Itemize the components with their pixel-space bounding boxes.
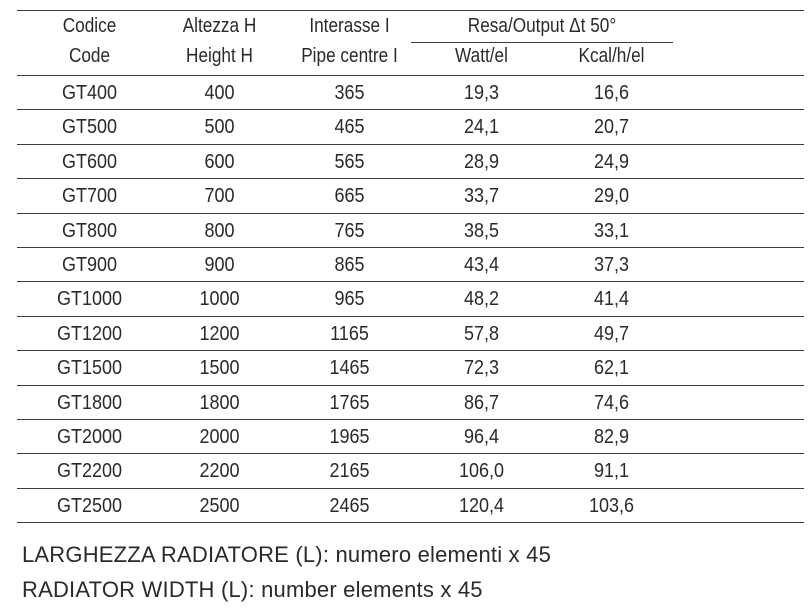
cell-height: 1200 (199, 322, 240, 345)
radiator-spec-table (17, 10, 804, 523)
table-row (17, 214, 804, 248)
header-code-it: Codice (62, 15, 117, 37)
cell-height: 1000 (199, 288, 240, 311)
cell-output-watt: 19,3 (463, 82, 500, 104)
cell-pipe-centre: 1765 (329, 391, 370, 414)
table-body (17, 75, 804, 523)
cell-output-kcal: 16,6 (593, 82, 630, 104)
table-row (17, 179, 804, 213)
table-row (17, 454, 804, 488)
cell-code: GT700 (61, 185, 118, 208)
header-output-group: Resa/Output Δt 50° (467, 15, 617, 37)
cell-output-kcal: 103,6 (588, 494, 635, 517)
cell-output-watt: 57,8 (463, 322, 500, 345)
cell-height: 800 (204, 219, 235, 242)
header-code-en: Code (68, 45, 111, 67)
cell-height: 700 (204, 185, 235, 208)
cell-height: 2500 (199, 494, 240, 517)
cell-output-watt: 43,4 (463, 253, 500, 276)
cell-pipe-centre: 865 (334, 253, 365, 276)
cell-output-kcal: 33,1 (593, 219, 630, 242)
cell-height: 2200 (199, 460, 240, 483)
cell-output-kcal: 29,0 (593, 185, 630, 208)
cell-output-kcal: 62,1 (593, 357, 630, 380)
cell-pipe-centre: 765 (334, 219, 365, 242)
cell-output-kcal: 41,4 (593, 288, 630, 311)
cell-output-watt: 106,0 (458, 460, 505, 483)
cell-code: GT2500 (56, 494, 123, 517)
cell-output-watt: 72,3 (463, 357, 500, 380)
cell-output-watt: 86,7 (463, 391, 500, 414)
cell-pipe-centre: 965 (334, 288, 365, 311)
cell-output-kcal: 20,7 (593, 116, 630, 139)
table-row (17, 110, 804, 144)
footer-width-note-it: LARGHEZZA RADIATORE (L): numero elementi x 45 (22, 542, 552, 567)
table-row (17, 386, 804, 420)
table-row (17, 489, 804, 523)
cell-code: GT1800 (56, 391, 123, 414)
cell-code: GT900 (61, 253, 118, 276)
cell-pipe-centre: 2465 (329, 494, 370, 517)
table-row (17, 420, 804, 454)
cell-code: GT400 (61, 82, 118, 104)
table-row (17, 317, 804, 351)
cell-output-kcal: 82,9 (593, 425, 630, 448)
header-pipe-en: Pipe centre I (301, 45, 398, 67)
cell-output-kcal: 49,7 (593, 322, 630, 345)
cell-output-kcal: 74,6 (593, 391, 630, 414)
table-header (17, 10, 804, 75)
cell-height: 2000 (199, 425, 240, 448)
cell-pipe-centre: 565 (334, 150, 365, 173)
footer-width-note-en: RADIATOR WIDTH (L): number elements x 45 (22, 577, 483, 602)
cell-code: GT800 (61, 219, 118, 242)
cell-output-kcal: 91,1 (593, 460, 630, 483)
cell-height: 1500 (199, 357, 240, 380)
cell-output-watt: 48,2 (463, 288, 500, 311)
cell-output-watt: 24,1 (463, 116, 500, 139)
cell-pipe-centre: 1165 (330, 322, 369, 345)
cell-pipe-centre: 1965 (329, 425, 370, 448)
table-row (17, 351, 804, 385)
table-row (17, 76, 804, 110)
cell-pipe-centre: 465 (334, 116, 365, 139)
cell-code: GT2200 (56, 460, 123, 483)
cell-pipe-centre: 2165 (329, 460, 370, 483)
cell-output-watt: 120,4 (458, 494, 505, 517)
cell-pipe-centre: 1465 (329, 357, 370, 380)
cell-pipe-centre: 665 (334, 185, 365, 208)
cell-code: GT1200 (56, 322, 123, 345)
cell-code: GT500 (61, 116, 118, 139)
cell-height: 500 (204, 116, 235, 139)
header-pipe-it: Interasse I (309, 15, 390, 37)
cell-output-watt: 96,4 (463, 425, 500, 448)
cell-code: GT600 (61, 150, 118, 173)
header-height-it: Altezza H (182, 15, 257, 37)
header-watt: Watt/el (455, 45, 508, 67)
cell-output-kcal: 24,9 (593, 150, 630, 173)
cell-height: 1800 (199, 391, 240, 414)
cell-pipe-centre: 365 (334, 82, 365, 104)
table-row (17, 145, 804, 179)
cell-code: GT1000 (56, 288, 123, 311)
cell-height: 400 (204, 82, 235, 104)
cell-code: GT1500 (56, 357, 123, 380)
cell-height: 900 (204, 253, 235, 276)
header-height-en: Height H (186, 45, 253, 67)
cell-output-watt: 28,9 (463, 150, 500, 173)
cell-output-watt: 33,7 (463, 185, 500, 208)
cell-output-watt: 38,5 (463, 219, 500, 242)
table-row (17, 282, 804, 316)
table-row (17, 248, 804, 282)
cell-code: GT2000 (56, 425, 123, 448)
header-kcal: Kcal/h/el (578, 45, 645, 67)
cell-output-kcal: 37,3 (593, 253, 630, 276)
cell-height: 600 (204, 150, 235, 173)
